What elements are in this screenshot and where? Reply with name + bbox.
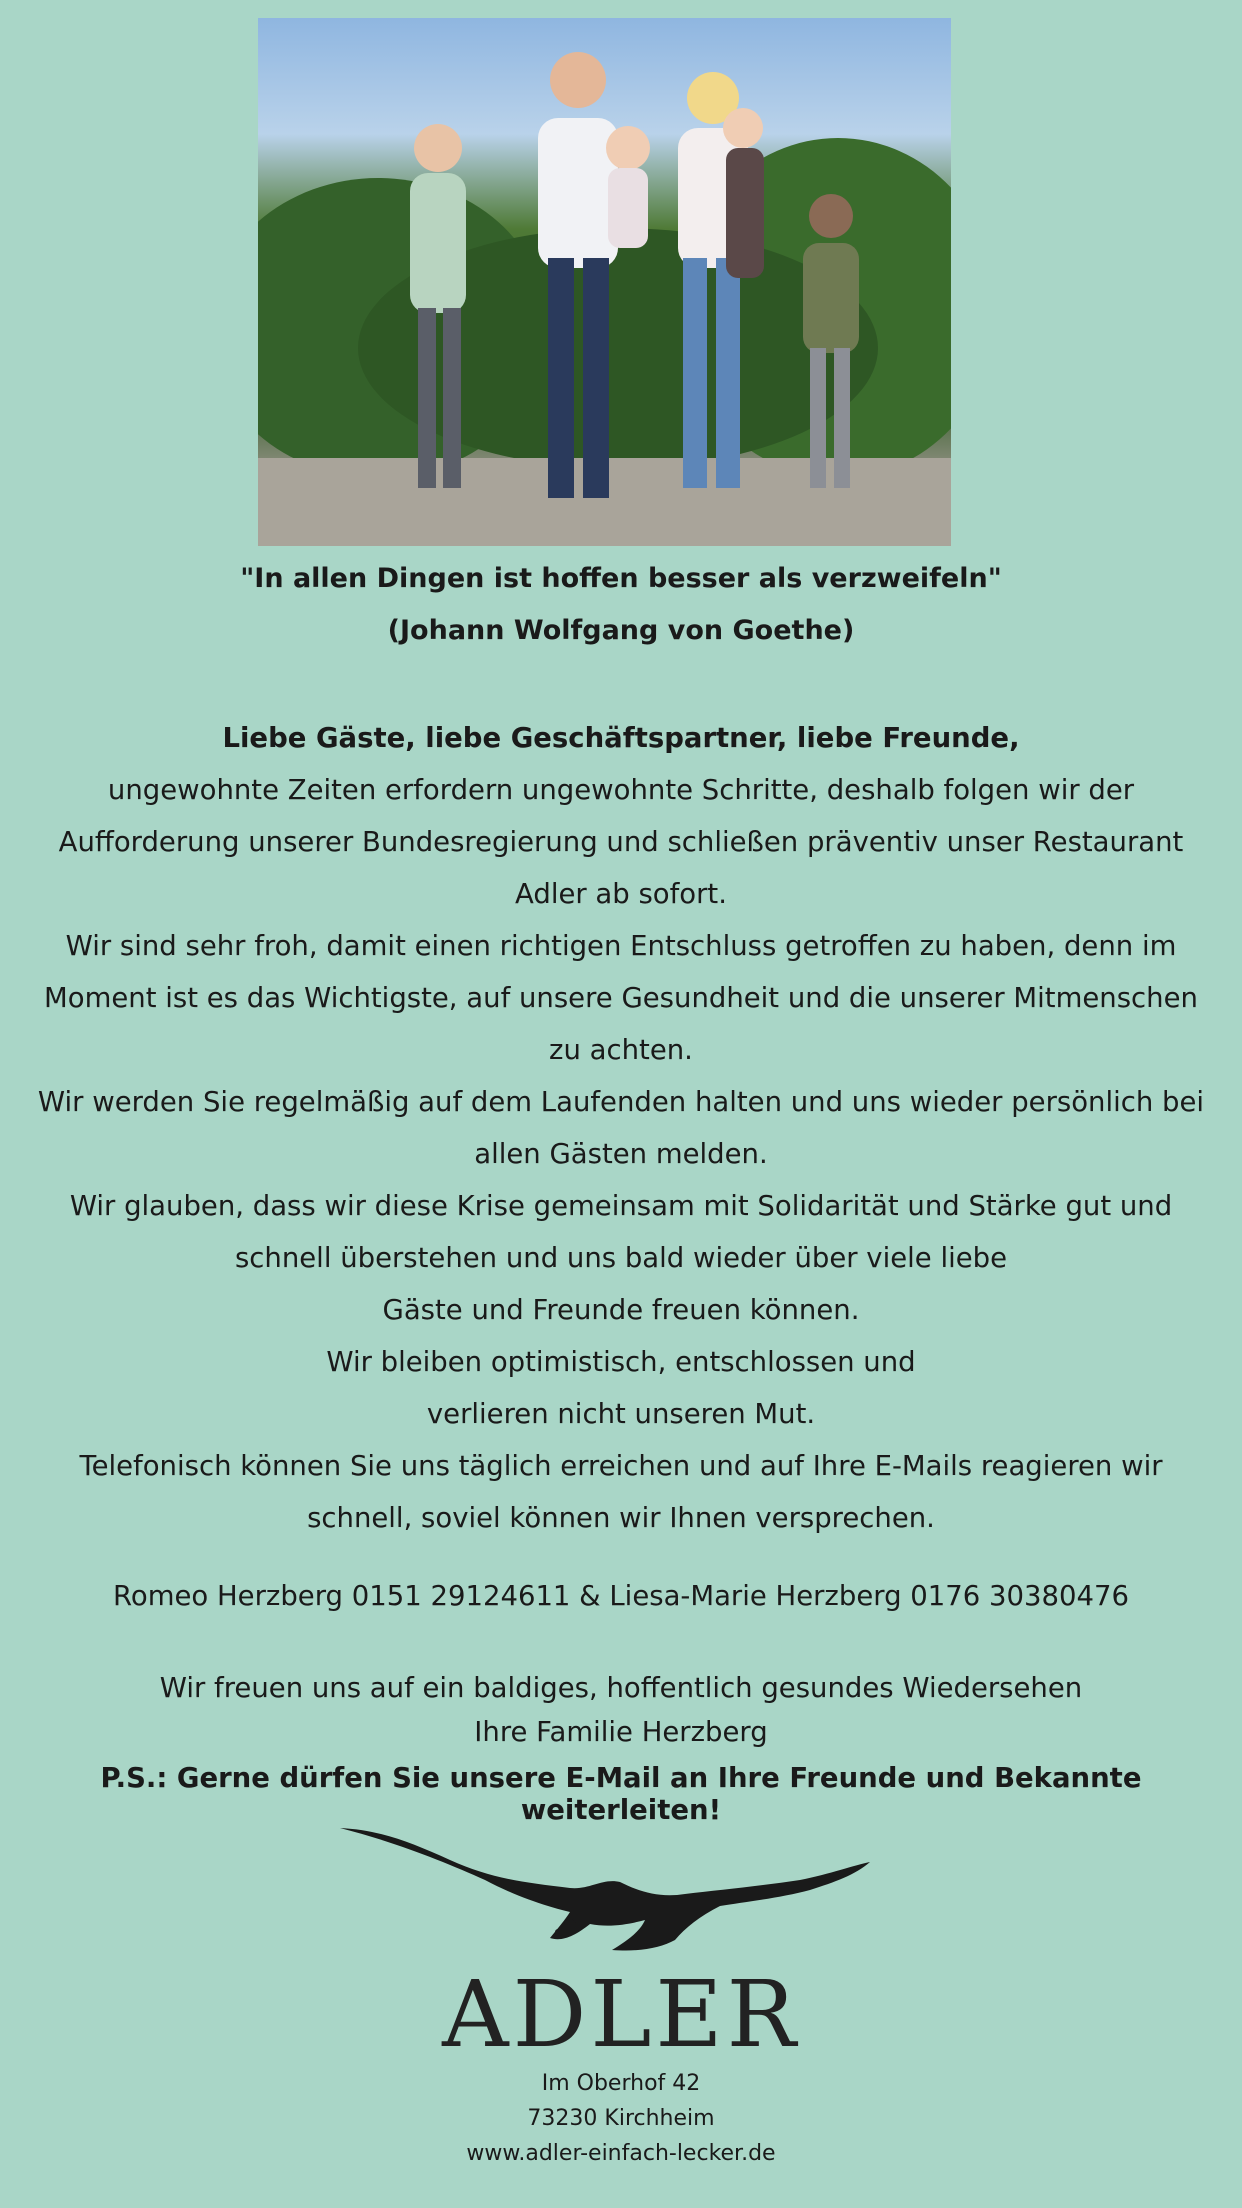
- eagle-icon: [340, 1820, 870, 1955]
- letter-line: verlieren nicht unseren Mut.: [426, 1398, 816, 1430]
- letter-line: Moment ist es das Wichtigste, auf unsere Gesundheit und die unserer Mitmenschen: [44, 982, 1198, 1014]
- letter-body: [10, 712, 1232, 1544]
- contact-phones: Romeo Herzberg 0151 29124611 & Liesa-Marie Herzberg 0176 30380476: [113, 1580, 1129, 1612]
- letter-line: Aufforderung unserer Bundesregierung und schließen präventiv unser Restaurant: [58, 826, 1184, 858]
- letter-line: zu achten.: [549, 1034, 693, 1066]
- letter-line: schnell überstehen und uns bald wieder über viele liebe: [234, 1242, 1008, 1274]
- website-link[interactable]: www.adler-einfach-lecker.de: [466, 2141, 776, 2166]
- letter-line: Adler ab sofort.: [515, 878, 727, 910]
- address-city: 73230 Kirchheim: [527, 2106, 715, 2131]
- greeting: Liebe Gäste, liebe Geschäftspartner, liebe Freunde,: [222, 722, 1020, 754]
- letter-line: Wir sind sehr froh, damit einen richtigen Entschluss getroffen zu haben, denn im: [65, 930, 1177, 962]
- letter-line: Telefonisch können Sie uns täglich erreichen und auf Ihre E-Mails reagieren wir: [79, 1450, 1163, 1482]
- letter-line: ungewohnte Zeiten erfordern ungewohnte Schritte, deshalb folgen wir der: [107, 774, 1135, 806]
- letter-line: schnell, soviel können wir Ihnen versprechen.: [307, 1502, 935, 1534]
- letter-line: Wir glauben, dass wir diese Krise gemeinsam mit Solidarität und Stärke gut und: [69, 1190, 1173, 1222]
- quote-author: (Johann Wolfgang von Goethe): [387, 615, 855, 646]
- postscript: P.S.: Gerne dürfen Sie unsere E-Mail an Ihre Freunde und Bekannte weiterleiten!: [100, 1762, 1142, 1826]
- letter-line: Wir bleiben optimistisch, entschlossen und: [326, 1346, 916, 1378]
- letter-line: Wir werden Sie regelmäßig auf dem Laufenden halten und uns wieder persönlich bei: [37, 1086, 1205, 1118]
- quote-text: "In allen Dingen ist hoffen besser als verzweifeln": [240, 563, 1002, 594]
- closing-line: Wir freuen uns auf ein baldiges, hoffentlich gesundes Wiedersehen: [159, 1672, 1083, 1704]
- letter-line: Gäste und Freunde freuen können.: [382, 1294, 860, 1326]
- letter-line: allen Gästen melden.: [474, 1138, 768, 1170]
- address-street: Im Oberhof 42: [541, 2071, 701, 2096]
- brand-wordmark: ADLER: [442, 1961, 800, 2068]
- signature: Ihre Familie Herzberg: [474, 1716, 768, 1748]
- family-photo: [258, 18, 951, 546]
